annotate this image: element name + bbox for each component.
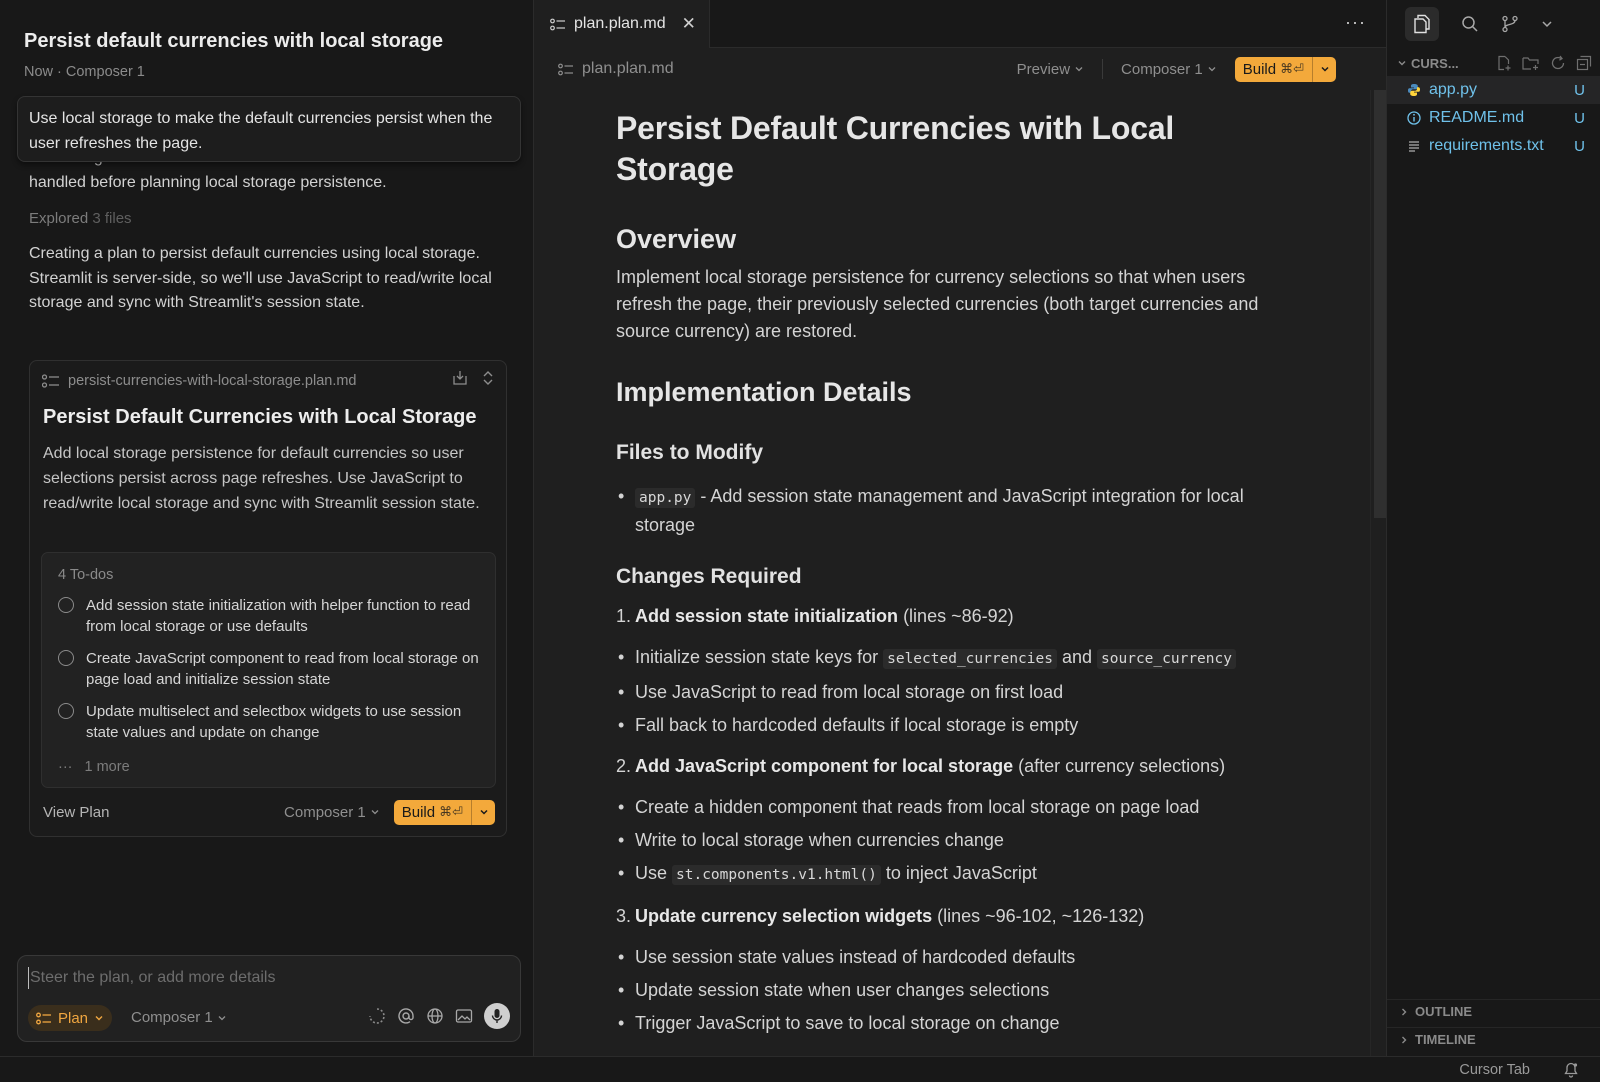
heading-overview: Overview [616,224,737,254]
chevron-down-icon [94,1013,104,1023]
composer-model-select[interactable] [1121,61,1217,78]
chevron-right-icon [1399,1035,1409,1045]
todo-checkbox[interactable] [58,650,74,666]
plan-mode-select[interactable] [28,1005,112,1031]
preview-label: Preview [1016,60,1071,78]
heading-changes-required: Changes Required [616,565,802,588]
list-item: • Create a hidden component that reads from local storage on page load [616,794,1276,821]
file-item-readme[interactable] [1387,104,1600,132]
git-status-badge: U [1574,109,1585,127]
steer-plan-input[interactable] [28,967,498,989]
plan-card [29,360,507,837]
composer-label: Composer 1 [284,803,366,821]
more-actions-icon[interactable]: ··· [1345,12,1366,32]
build-button[interactable] [1235,57,1336,82]
explored-count: 3 files [92,210,132,227]
explored-files-toggle[interactable] [29,210,132,227]
refresh-icon[interactable] [1550,55,1566,71]
outline-section[interactable] [1387,999,1600,1023]
plan-card-description: Add local storage persistence for default currencies so user selections persist across page refreshes. Use JavaScript to read/write local storage and sync with Streamlit session state. [43,445,480,512]
list-item [616,860,1276,889]
heading-implementation: Implementation Details [616,377,912,407]
item-text: (after currency selections) [1013,756,1226,776]
info-file-icon [1407,111,1421,125]
breadcrumb-file: plan.plan.md [582,60,674,77]
item-bold: Add JavaScript component for local storage [635,756,1014,776]
tab-label: plan.plan.md [574,15,666,32]
build-shortcut: ⌘⏎ [1280,61,1304,76]
status-bar [0,1056,1600,1082]
chevron-down-icon[interactable] [1541,18,1553,30]
file-name: app.py [1429,81,1478,98]
ellipsis-icon: ··· [58,759,73,775]
heading-files-to-modify: Files to Modify [616,441,763,464]
microphone-icon [491,1008,503,1024]
user-message[interactable]: Use local storage to make the default currencies persist when the user refreshes the page. [17,96,521,162]
composer-label: Composer 1 [131,1009,213,1026]
list-item: • Fall back to hardcoded defaults if local storage is empty [616,712,1276,739]
python-file-icon [1407,83,1421,97]
build-label: Build [1242,60,1277,78]
workspace-name: CURS... [1411,55,1459,71]
cursor-tab-status[interactable]: Cursor Tab [1459,1062,1530,1078]
chevron-down-icon [217,1013,227,1023]
list-item: • Trigger JavaScript to save to local storage on change [616,1010,1276,1037]
download-icon[interactable] [452,370,468,386]
file-name: requirements.txt [1429,137,1544,154]
explored-label: Explored [29,210,89,227]
list-item-text: to inject JavaScript [880,863,1037,883]
item-bold: Update currency selection widgets [635,906,933,926]
file-item-requirements[interactable] [1387,132,1600,160]
chevron-right-icon [1399,1007,1409,1017]
todo-item[interactable] [58,648,482,690]
list-item: • Update session state when user changes selections [616,977,1276,1004]
inline-code: selected_currencies [883,649,1057,669]
numbered-item [616,603,1276,630]
notification-bell-icon[interactable] [1564,1062,1578,1078]
list-item: • Use session state values instead of hardcoded defaults [616,944,1276,971]
toolbar-divider [1102,59,1103,79]
inline-code: st.components.v1.html() [672,865,881,885]
chevron-down-icon [370,807,380,817]
todo-text: Create JavaScript component to read from local storage on page load and initialize session state [86,650,479,688]
build-dropdown[interactable] [471,800,495,825]
view-plan-link[interactable]: View Plan [43,803,110,821]
overview-paragraph: Implement local storage persistence for currency selections so that when users refresh the page, their previously selected currencies (both target currencies and source currency) are restored. [616,267,1259,341]
todo-text: Update multiselect and selectbox widgets to use session state values and update on change [86,703,462,741]
new-file-icon[interactable] [1496,55,1512,71]
git-status-badge: U [1574,137,1585,155]
files-icon[interactable] [1405,7,1439,41]
item-text: (lines ~86-92) [898,606,1014,626]
text-file-icon [1407,139,1421,153]
expand-collapse-icon[interactable] [482,370,494,386]
markdown-preview[interactable] [534,90,1370,1056]
todo-list [41,552,496,788]
list-item-text: - Add session state management and JavaScript integration for local storage [635,486,1244,535]
todo-text: Add session state initialization with helper function to read from local storage or use defaults [86,597,471,635]
image-icon[interactable] [455,1008,473,1024]
chat-panel [0,0,534,1056]
microphone-button[interactable] [484,1003,510,1029]
list-item [616,644,1276,673]
todo-item[interactable] [58,595,482,637]
chat-input-box [17,955,521,1042]
mention-icon[interactable] [397,1007,415,1025]
list-item: • Write to local storage when currencies change [616,827,1276,854]
item-bold: Add session state initialization [635,606,899,626]
markdown-list-icon [558,63,574,76]
globe-icon[interactable] [426,1007,444,1025]
chevron-down-icon [1074,64,1084,74]
todo-checkbox[interactable] [58,597,74,613]
tab-plan-md[interactable] [534,0,710,48]
file-name: README.md [1429,109,1525,126]
new-folder-icon[interactable] [1522,55,1540,71]
inline-code: app.py [635,488,695,508]
composer-model-select[interactable] [284,804,380,821]
plan-card-title: Persist Default Currencies with Local Storage [43,406,477,428]
source-control-icon[interactable] [1501,15,1519,33]
markdown-list-icon [550,18,566,31]
search-icon[interactable] [1461,15,1479,33]
chevron-down-icon [1207,64,1217,74]
preview-select[interactable] [1017,61,1084,78]
item-number: 2. [616,756,632,776]
collapse-all-icon[interactable] [1576,55,1592,71]
list-item-text: Initialize session state keys for [635,647,884,667]
assistant-message: Creating a plan to persist default currencies using local storage. Streamlit is server-side, so we'll use JavaScript to read/write local storage and sync with Streamlit's session state. [29,245,492,311]
item-number: 1. [616,606,632,626]
editor-panel [534,0,1386,1056]
plan-list-icon [36,1012,52,1025]
loading-spinner-icon [368,1007,386,1025]
item-text: (lines ~96-102, ~126-132) [932,906,1145,926]
chevron-down-icon [1397,58,1407,68]
build-shortcut: ⌘⏎ [439,804,463,819]
explorer-panel [1386,0,1600,1056]
outline-label: OUTLINE [1415,1004,1473,1019]
build-label: Build [401,803,436,821]
close-icon[interactable]: ✕ [681,14,696,33]
list-item [616,483,1276,539]
build-dropdown[interactable] [1312,57,1336,82]
chat-subtitle: Now · Composer 1 [24,64,145,80]
tab-bar [534,0,1386,48]
plan-card-filename: persist-currencies-with-local-storage.plan.md [68,373,357,389]
assistant-message: handled before planning local storage persistence. [29,173,387,191]
todo-checkbox[interactable] [58,703,74,719]
git-status-badge: U [1574,81,1585,99]
list-item-text: and [1056,647,1098,667]
numbered-item [616,903,1276,930]
inline-code: source_currency [1097,649,1236,669]
todo-item[interactable] [58,701,482,743]
numbered-item [616,753,1276,780]
plan-list-icon [42,374,60,388]
show-more-todos[interactable] [58,759,130,775]
todo-count: 4 To-dos [58,567,114,583]
timeline-label: TIMELINE [1415,1032,1476,1047]
file-item-app-py[interactable] [1387,76,1600,104]
doc-title: Persist Default Currencies with Local Storage [616,110,1175,187]
mode-label: Plan [58,1009,89,1027]
list-item: • Use JavaScript to read from local storage on first load [616,679,1276,706]
build-button[interactable] [394,800,495,825]
plan-card-header[interactable] [42,370,357,392]
chat-title: Persist default currencies with local storage [24,30,444,52]
list-item-text: Use [635,863,673,883]
item-number: 3. [616,906,632,926]
more-label: 1 more [84,759,130,775]
activity-bar [1387,0,1600,48]
composer-model-select[interactable] [131,1009,227,1026]
timeline-section[interactable] [1387,1027,1600,1051]
composer-label: Composer 1 [1121,60,1203,78]
editor-scrollbar[interactable] [1370,90,1386,1056]
